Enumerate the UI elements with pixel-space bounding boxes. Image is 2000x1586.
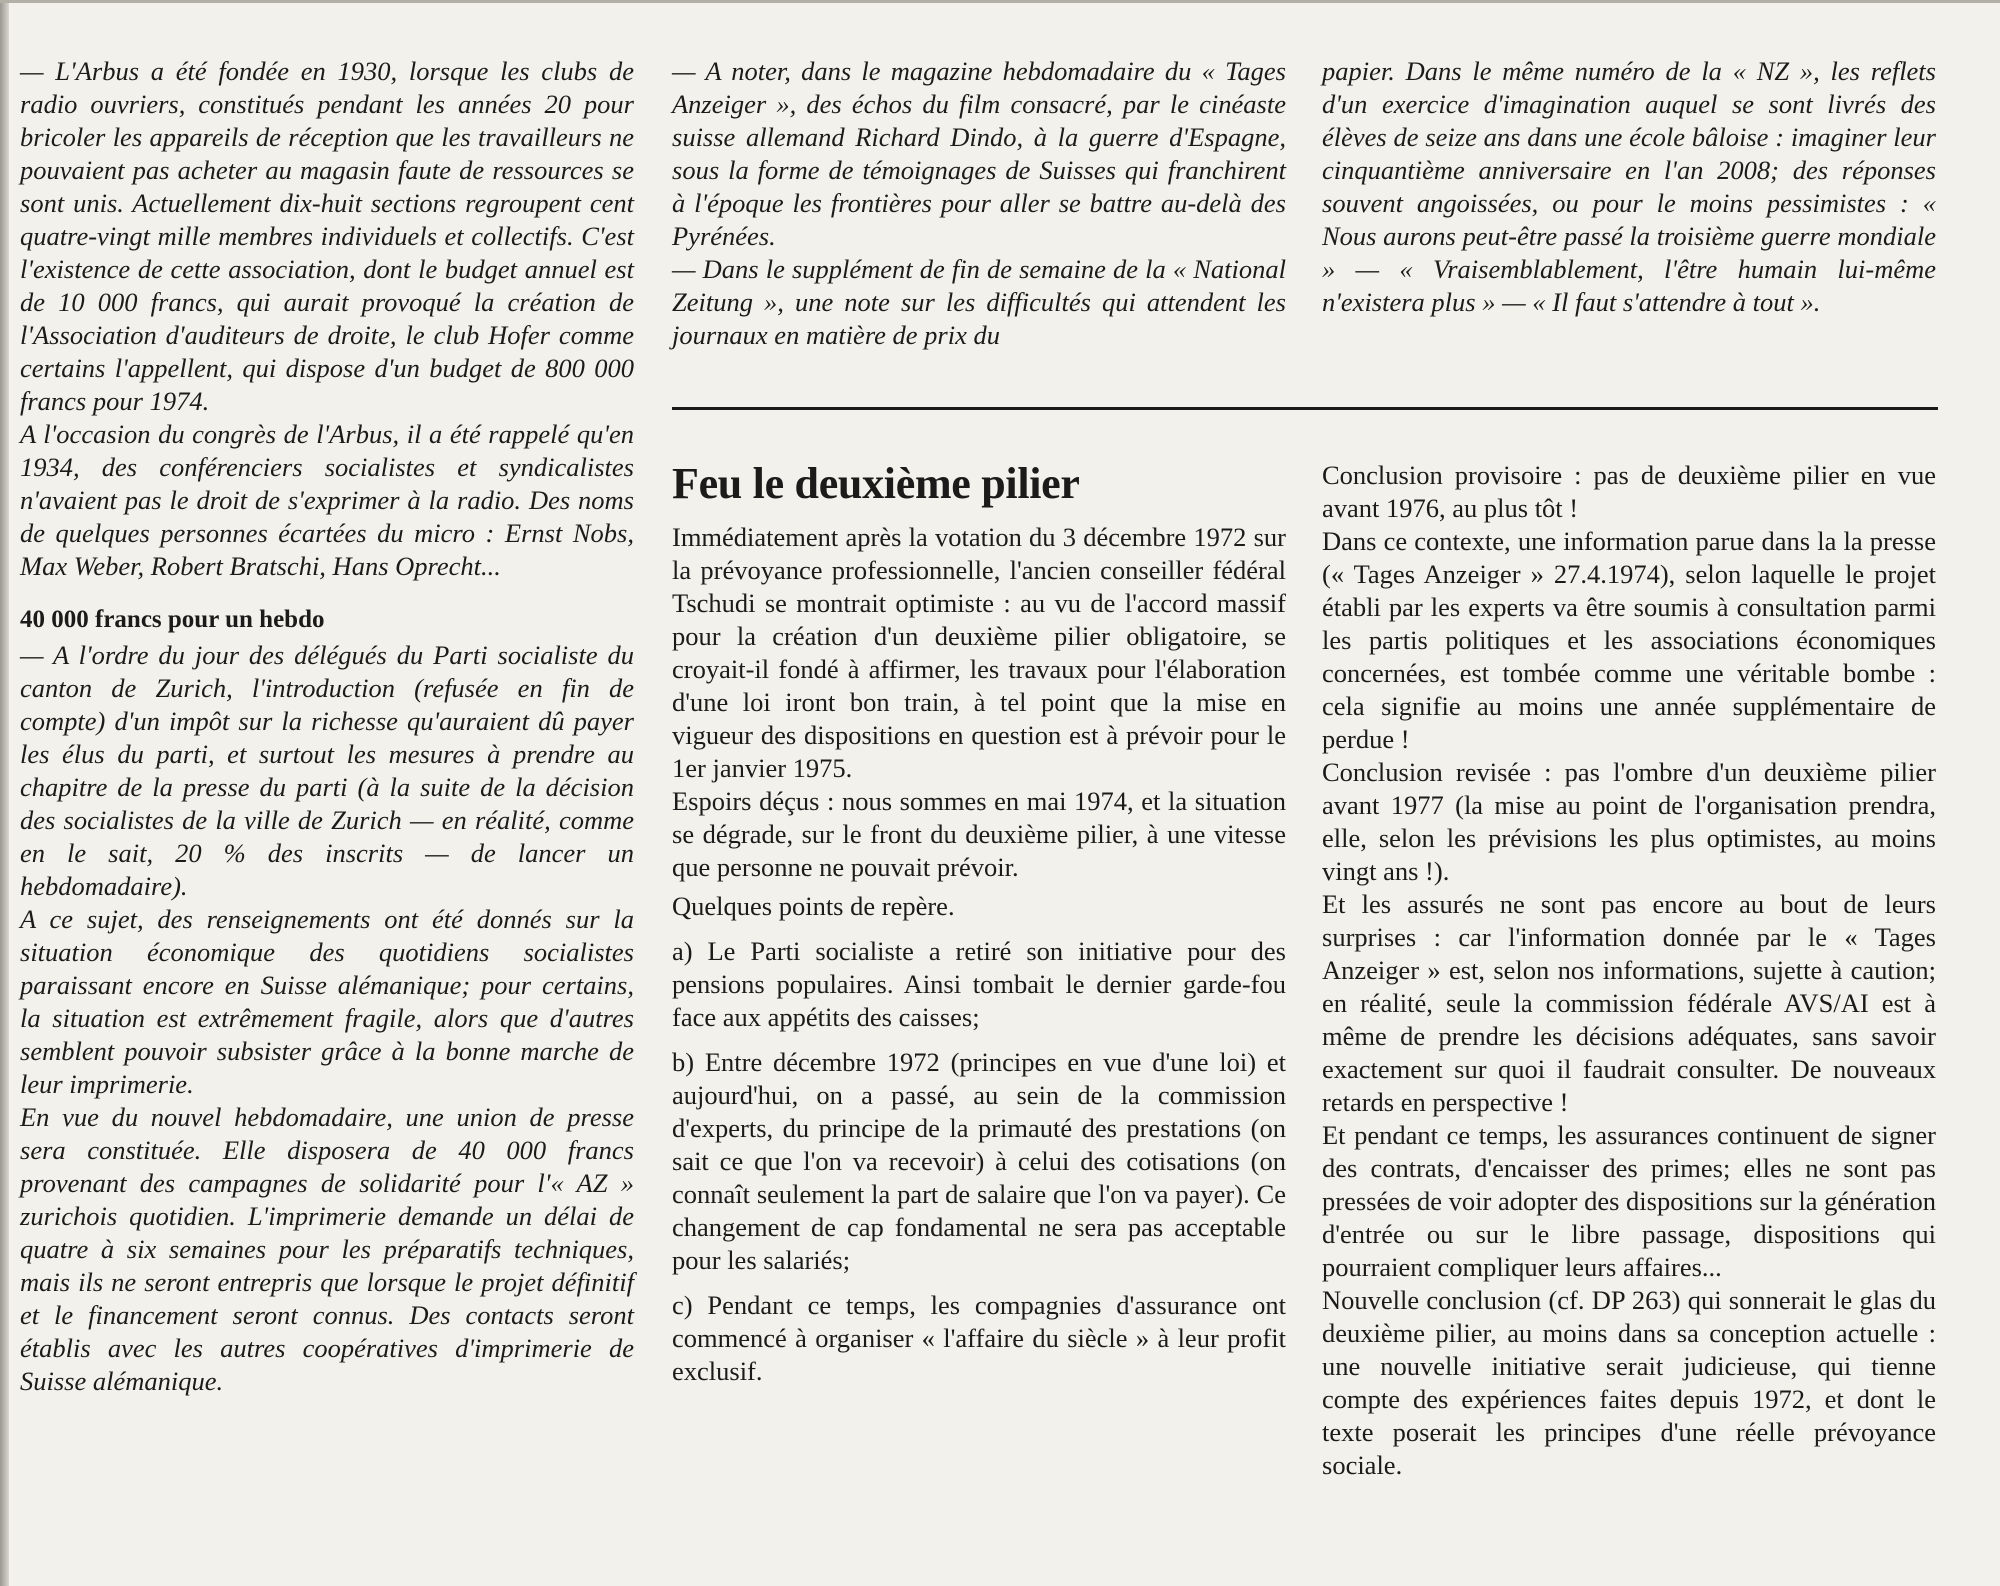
section-subheading: 40 000 francs pour un hebdo [20,606,325,633]
article-point-c: c) Pendant ce temps, les compagnies d'assurance ont commencé à organiser « l'affaire du siècle » à leur profit exclusif. [672,1290,1286,1386]
article-paragraph: Nouvelle conclusion (cf. DP 263) qui sonnerait le glas du deuxième pilier, au moins dans sa conception actuelle : une nouvelle initiative serait judicieuse, qui tienne compte des expériences faites depuis 1972, et dont le texte poserait les principes d'une réelle prévoyance sociale. [1322,1285,1936,1480]
article-paragraph: Conclusion revisée : pas l'ombre d'un deuxième pilier avant 1977 (la mise au point de l'organisation prendra, elle, selon les prévisions les plus optimistes, au moins vingt ans !). [1322,757,1936,886]
article-paragraph: Et les assurés ne sont pas encore au bout de leurs surprises : car l'information donnée par le « Tages Anzeiger » est, selon nos informations, sujette à caution; en réalité, seule la commission fédérale AVS/AI est à même de prendre les décisions adéquates, sans savoir exactement sur quoi il faudrait consulter. De nouveaux retards en perspective ! [1322,889,1936,1117]
section-divider [672,407,1938,410]
article-paragraph: Conclusion provisoire : pas de deuxième pilier en vue avant 1976, au plus tôt ! [1322,460,1936,523]
article-paragraph: Dans ce contexte, une information parue dans la la presse (« Tages Anzeiger » 27.4.1974), selon laquelle le projet établi par les experts va être soumis à consultation parmi les partis politiques et les associations économiques concernées, est tombée comme une véritable bombe : cela signifie au moins une année supplémentaire de perdue ! [1322,526,1936,754]
national-zeitung-paragraph: — Dans le supplément de fin de semaine de la « National Zeitung », une note sur les difficultés qui attendent les journaux en matière de prix du [672,254,1286,350]
page-edge-left [0,0,9,1586]
article-paragraph: Espoirs déçus : nous sommes en mai 1974, et la situation se dégrade, sur le front du deuxième pilier, à une vitesse que personne ne pouvait prévoir. [672,786,1286,882]
article-paragraph: Immédiatement après la votation du 3 décembre 1972 sur la prévoyance professionnelle, l'ancien conseiller fédéral Tschudi se montrait optimiste : au vu de l'accord massif pour la création d'un deuxième pilier obligatoire, se croyait-il fondé à affirmer, les travaux pour l'élaboration d'une loi iront bon train, à tel point que la mise en vigueur des dispositions en question est à prévoir pour le 1er janvier 1975. [672,522,1286,783]
nz-paragraph: papier. Dans le même numéro de la « NZ », les reflets d'un exercice d'imagination auquel se sont livrés des élèves de seize ans dans une école bâloise : imaginer leur cinquantième anniversaire en l'an 2008; des réponses souvent angoissées, ou pour le moins pessimistes : « Nous aurons peut-être passé la troisième guerre mondiale » — « Vraisemblablement, l'être humain lui-même n'existera plus » — « Il faut s'attendre à tout ». [1322,56,1936,317]
right-top-column [1322,55,1936,319]
left-column [20,55,634,1398]
article-column-1 [672,459,1286,1388]
article-point-a: a) Le Parti socialiste a retiré son initiative pour des pensions populaires. Ainsi tombait le dernier garde-fou face aux appétits des caisses; [672,936,1286,1032]
article-paragraph: Et pendant ce temps, les assurances continuent de signer des contrats, d'encaisser des primes; elles ne sont pas pressées de voir adopter des dispositions sur la génération d'entrée ou sur le libre passage, dispositions qui pourraient compliquer leurs affaires... [1322,1120,1936,1282]
article-point-b: b) Entre décembre 1972 (principes en vue d'une loi) et aujourd'hui, on a passé, au sein de la commission d'experts, du principe de la primauté des prestations (on sait ce que l'on va recevoir) à celui des cotisations (on connaît seulement la part de salaire que l'on va payer). Ce changement de cap fondamental ne sera pas acceptable pour les salariés; [672,1047,1286,1275]
article-headline: Feu le deuxième pilier [672,459,1080,508]
zurich-party-paragraph: — A l'ordre du jour des délégués du Parti socialiste du canton de Zurich, l'introduction (refusée en fin de compte) d'un impôt sur la richesse qu'auraient dû payer les élus du parti, et surtout les mesures à prendre au chapitre de la presse du parti (à la suite de la décision des socialistes de la ville de Zurich — en réalité, comme en le sait, 20 % des inscrits — de lancer un hebdomadaire). [20,640,634,901]
article-column-2 [1322,459,1936,1482]
arbus-congress-paragraph: A l'occasion du congrès de l'Arbus, il a été rappelé qu'en 1934, des conférenciers socialistes et syndicalistes n'avaient pas le droit de s'exprimer à la radio. Des noms de quelques personnes écartées du micro : Ernst Nobs, Max Weber, Robert Bratschi, Hans Oprecht... [20,419,634,581]
page-edge-top [0,0,2000,3]
socialist-dailies-paragraph: A ce sujet, des renseignements ont été donnés sur la situation économique des quotidiens socialistes paraissant encore en Suisse alémanique; pour certains, la situation est extrêmement fragile, alors que d'autres semblent pouvoir subsister grâce à la bonne marche de leur imprimerie. [20,904,634,1099]
tages-anzeiger-paragraph: — A noter, dans le magazine hebdomadaire du « Tages Anzeiger », des échos du film consacré, par le cinéaste suisse allemand Richard Dindo, à la guerre d'Espagne, sous la forme de témoignages de Suisses qui franchirent à l'époque les frontières pour aller se battre au-delà des Pyrénées. [672,56,1286,251]
press-union-paragraph: En vue du nouvel hebdomadaire, une union de presse sera constituée. Elle disposera de 40 000 francs provenant des campagnes de solidarité pour l'« AZ » zurichois quotidien. L'imprimerie demande un délai de quatre à six semaines pour les préparatifs techniques, mais ils ne seront entrepris que lorsque le projet définitif et le financement seront connus. Des contacts seront établis avec les autres coopératives d'imprimerie de Suisse alémanique. [20,1102,634,1396]
article-paragraph: Quelques points de repère. [672,891,955,921]
arbus-paragraph: — L'Arbus a été fondée en 1930, lorsque les clubs de radio ouvriers, constitués pendant les années 20 pour bricoler les appareils de réception que les travailleurs ne pouvaient pas acheter au magasin faute de ressources se sont unis. Actuellement dix-huit sections regroupent cent quatre-vingt mille membres individuels et collectifs. C'est l'existence de cette association, dont le budget annuel est de 10 000 francs, qui aurait provoqué la création de l'Association d'auditeurs de droite, le club Hofer comme certains l'appellent, qui dispose d'un budget de 800 000 francs pour 1974. [20,56,634,416]
middle-top-column [672,55,1286,352]
